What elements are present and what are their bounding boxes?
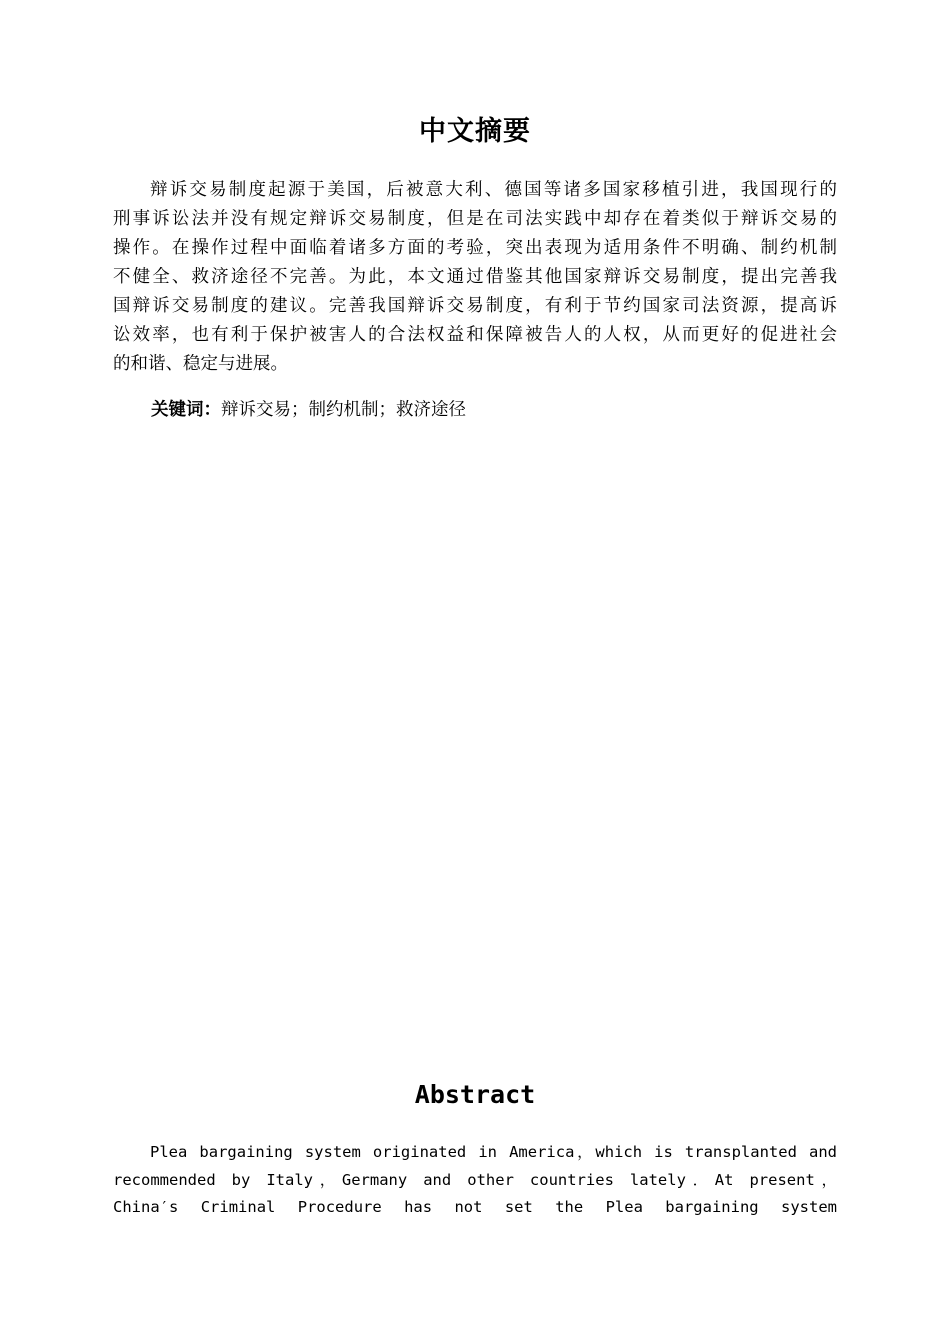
- chinese-abstract-line: 辩诉交易制度起源于美国，后被意大利、德国等诸多国家移植引进，我国现行的: [150, 180, 837, 200]
- keywords-label: 关键词：: [151, 400, 221, 420]
- english-abstract-line: China′s Criminal Procedure has not set the Plea bargaining system: [113, 1198, 837, 1216]
- keywords-line: [151, 396, 466, 425]
- chinese-abstract-line: 不健全、救济途径不完善。为此，本文通过借鉴其他国家辩诉交易制度，提出完善我: [113, 267, 837, 287]
- chinese-abstract-line: 操作。在操作过程中面临着诸多方面的考验，突出表现为适用条件不明确、制约机制: [113, 238, 837, 258]
- english-abstract-line: Plea bargaining system originated in America，which is transplanted and: [150, 1143, 837, 1161]
- chinese-abstract-line: 的和谐、稳定与进展。: [113, 354, 288, 374]
- chinese-abstract-line: 刑事诉讼法并没有规定辩诉交易制度，但是在司法实践中却存在着类似于辩诉交易的: [113, 209, 837, 229]
- chinese-abstract-line: 讼效率，也有利于保护被害人的合法权益和保障被告人的人权，从而更好的促进社会: [113, 325, 837, 345]
- english-abstract-line: recommended by Italy，Germany and other countries lately．At present，: [113, 1170, 837, 1189]
- chinese-abstract-body: [113, 176, 837, 379]
- english-abstract-title: Abstract: [414, 1080, 536, 1109]
- chinese-abstract-title: 中文摘要: [419, 116, 531, 147]
- chinese-abstract-line: 国辩诉交易制度的建议。完善我国辩诉交易制度，有利于节约国家司法资源，提高诉: [113, 296, 837, 316]
- english-abstract-body: [113, 1139, 837, 1222]
- keywords-value: 辩诉交易；制约机制；救济途径: [221, 400, 466, 420]
